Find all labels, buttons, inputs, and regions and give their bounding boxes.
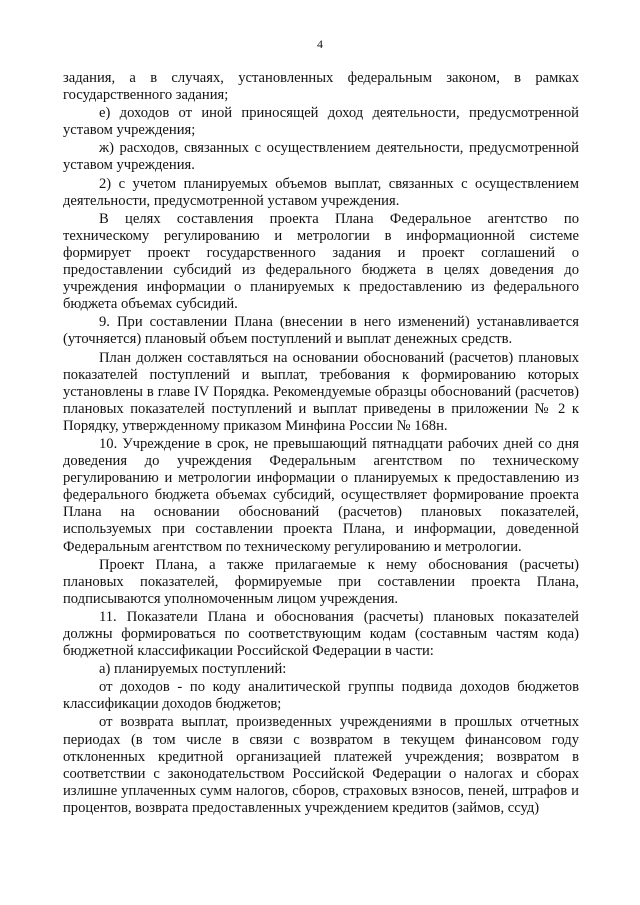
paragraph-income: от доходов - по коду аналитической группы подвида доходов бюджетов классификации доходов бюджетов; — [63, 679, 579, 713]
paragraph-clause-10: 10. Учреждение в срок, не превышающий пятнадцати рабочих дней со дня доведения до учреждения Федеральным агентством по техническому регулированию и метрологии информации о планируемых к предоставлению из федерального бюджета объемах субсидий, осуществляет формирование проекта Плана на основании обоснований (расчетов) плановых показателей, используемых при составлении проекта Плана, и информации, доведенной Федеральным агентством по техническому регулированию и метрологии. — [63, 435, 579, 555]
page-number: 4 — [317, 37, 323, 51]
paragraph-task-continuation: задания, а в случаях, установленных федеральным законом, в рамках государственного задания; — [63, 70, 579, 104]
paragraph-item-zh: ж) расходов, связанных с осуществлением деятельности, предусмотренной уставом учреждения. — [63, 140, 579, 174]
paragraph-plan-basis: План должен составляться на основании обоснований (расчетов) плановых показателей поступлений и выплат, требования к формированию которых установлены в главе IV Порядка. Рекомендуемые образцы обоснований (расчетов) плановых показателей поступлений и выплат приведены в приложении № 2 к Порядку, утвержденному приказом Минфина России № 168н. — [63, 349, 579, 434]
paragraph-agency-draft: В целях составления проекта Плана Федеральное агентство по техническому регулированию и метрологии в информационной системе формирует проект государственного задания и проект соглашений о предоставлении субсидий из федерального бюджета в целях доведения до учреждения информации о планируемых к предоставлению из федерального бюджета объемах субсидий. — [63, 210, 579, 313]
paragraph-refunds: от возврата выплат, произведенных учреждениями в прошлых отчетных периодах (в том числе в связи с возвратом в текущем финансовом году отклоненных кредитной организацией платежей учреждения; возвратом в соответствии с законодательством Российской Федерации о налогах и сборах излишне уплаченных сумм налогов, сборов, страховых взносов, пеней, штрафов и процентов, возврата предоставленных учреждением кредитов (займов, ссуд) — [63, 714, 579, 816]
paragraph-clause-11: 11. Показатели Плана и обоснования (расчеты) плановых показателей должны формироваться по соответствующим кодам (составным частям кода) бюджетной классификации Российской Федерации в части: — [63, 608, 579, 660]
paragraph-item-2: 2) с учетом планируемых объемов выплат, связанных с осуществлением деятельности, предусмотренной уставом учреждения. — [63, 175, 579, 209]
paragraph-item-a: а) планируемых поступлений: — [99, 661, 287, 678]
paragraph-clause-9: 9. При составлении Плана (внесении в него изменений) устанавливается (уточняется) плановый объем поступлений и выплат денежных средств. — [63, 314, 579, 348]
paragraph-item-e: е) доходов от иной приносящей доход деятельности, предусмотренной уставом учреждения; — [63, 105, 579, 139]
paragraph-draft-signing: Проект Плана, а также прилагаемые к нему обоснования (расчеты) плановых показателей, формируемые при составлении проекта Плана, подписываются уполномоченным лицом учреждения. — [63, 556, 579, 607]
document-body — [63, 70, 579, 818]
